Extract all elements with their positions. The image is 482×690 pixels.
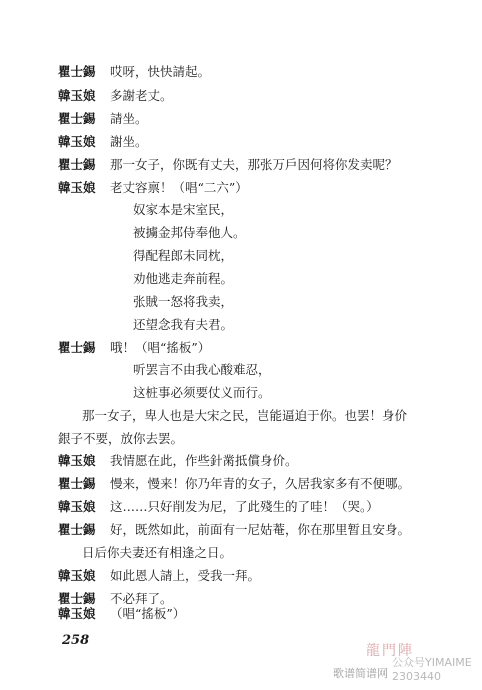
- speaker-name: 瞿士錫: [58, 64, 96, 79]
- speaker-name: 瞿士錫: [58, 476, 96, 491]
- speech-text: 慢来，慢来！你乃年青的女子，久居我家多有不便哪。: [110, 476, 411, 491]
- speech-text: 哦！（唱“搖板”）: [110, 340, 211, 355]
- verse-line: 劝他逃走奔前程。: [133, 271, 234, 286]
- prose-line: 那一女子，卑人也是大宋之民，岂能逼迫于你。也罢！身价: [82, 408, 408, 423]
- speech-text: （唱“搖板”）: [110, 606, 186, 621]
- speaker-name: 瞿士錫: [58, 111, 96, 126]
- prose-line: 銀子不要，放你去罢。: [58, 431, 184, 446]
- speech-text: 如此恩人請上，受我一拜。: [110, 568, 261, 583]
- speaker-name: 瞿士錫: [58, 522, 96, 537]
- verse-line: 奴家本是宋室民，: [133, 202, 234, 217]
- watermark-logo: 龍門陣: [366, 643, 414, 659]
- speaker-name: 韓玉娘: [58, 453, 96, 468]
- speech-text: 請坐。: [110, 111, 148, 126]
- speech-text: 不必拜了。: [110, 591, 173, 606]
- speech-text: 那一女子，你既有丈夫，那张万戶因何将你发卖呢？: [110, 157, 398, 172]
- speech-text: 老丈容禀！（唱“二六”）: [110, 180, 248, 195]
- verse-line: 这桩事必须要仗义而行。: [133, 385, 271, 400]
- speaker-name: 韓玉娘: [58, 134, 96, 149]
- speaker-name: 韓玉娘: [58, 606, 96, 621]
- watermark-site: 歌谱简谱网: [333, 667, 388, 680]
- watermark-id: 公众号YIMAIME 2303440: [392, 656, 472, 683]
- verse-line: 张賊一怒将我卖，: [133, 294, 234, 309]
- verse-line: 听罢言不由我心酸难忍，: [133, 362, 271, 377]
- speaker-name: 瞿士錫: [58, 340, 96, 355]
- verse-line: 还望念我有夫君。: [133, 317, 234, 332]
- prose-line: 日后你夫妻还有相逢之日。: [82, 545, 233, 560]
- verse-line: 得配程郎未同枕，: [133, 248, 234, 263]
- speech-text: 我情愿在此，作些針黹抵償身价。: [110, 453, 298, 468]
- speech-text: 这……只好削发为尼，了此殘生的了哇！（哭。）: [110, 499, 379, 514]
- speech-text: 多謝老丈。: [110, 88, 173, 103]
- speech-text: 謝坐。: [110, 134, 148, 149]
- speech-text: 好，既然如此，前面有一尼姑菴，你在那里暂且安身。: [110, 522, 411, 537]
- speaker-name: 瞿士錫: [58, 157, 96, 172]
- verse-line: 被擄金邦侍奉他人。: [133, 225, 246, 240]
- page-number: 258: [62, 633, 90, 648]
- speaker-name: 韓玉娘: [58, 180, 96, 195]
- speaker-name: 韓玉娘: [58, 88, 96, 103]
- speaker-name: 瞿士錫: [58, 591, 96, 606]
- speaker-name: 韓玉娘: [58, 568, 96, 583]
- speaker-name: 韓玉娘: [58, 499, 96, 514]
- speech-text: 哎呀，快快請起。: [110, 64, 211, 79]
